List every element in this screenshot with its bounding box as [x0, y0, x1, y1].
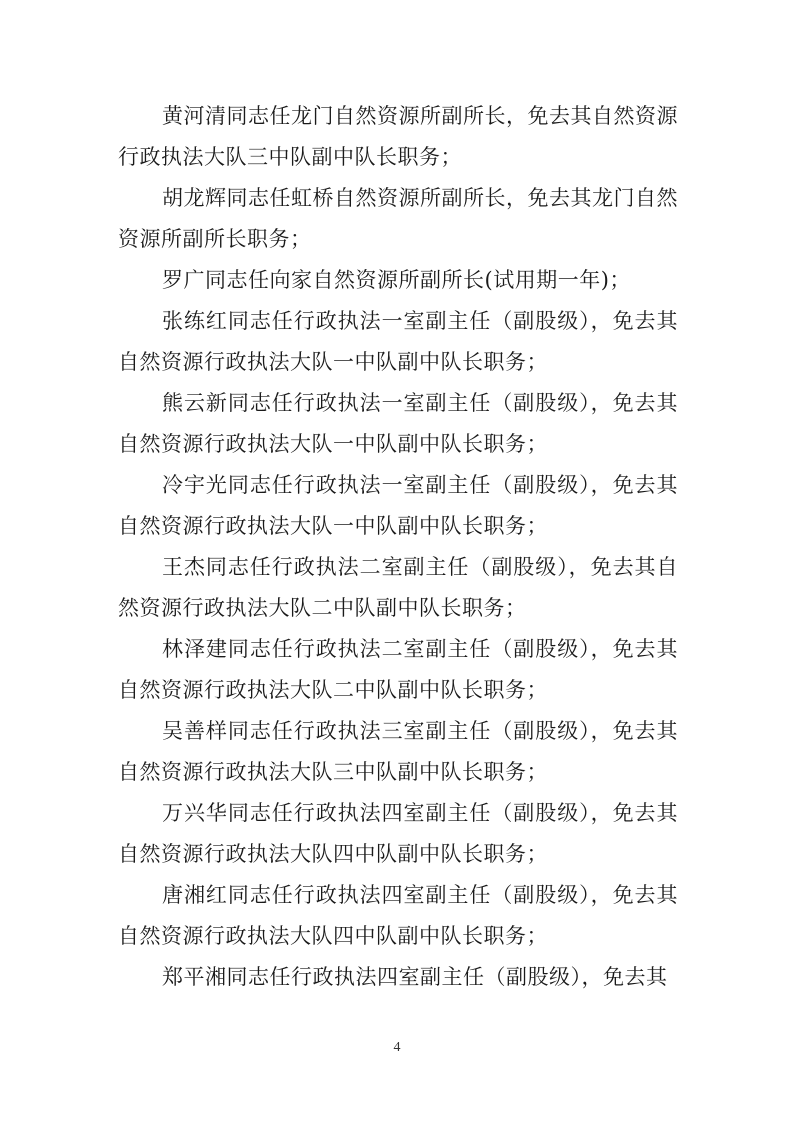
appointment-paragraph-12: 郑平湘同志任行政执法四室副主任（副股级），免去其 — [162, 965, 668, 989]
appointment-paragraph-5: 熊云新同志任行政执法一室副主任（副股级），免去其自然资源行政执法大队一中队副中队长职务； — [118, 391, 678, 456]
appointment-paragraph-1: 黄河清同志任龙门自然资源所副所长，免去其自然资源行政执法大队三中队副中队长职务； — [118, 104, 678, 169]
appointment-paragraph-8: 林泽建同志任行政执法二室副主任（副股级），免去其自然资源行政执法大队二中队副中队长职务； — [118, 637, 678, 702]
appointment-paragraph-2: 胡龙辉同志任虹桥自然资源所副所长，免去其龙门自然资源所副所长职务； — [118, 186, 678, 251]
appointment-paragraph-7: 王杰同志任行政执法二室副主任（副股级），免去其自然资源行政执法大队二中队副中队长职务； — [118, 555, 678, 620]
appointment-paragraph-11: 唐湘红同志任行政执法四室副主任（副股级），免去其自然资源行政执法大队四中队副中队长职务； — [118, 883, 678, 948]
page-number: 4 — [393, 1040, 401, 1055]
appointment-paragraph-10: 万兴华同志任行政执法四室副主任（副股级），免去其自然资源行政执法大队四中队副中队长职务； — [118, 801, 678, 866]
appointment-paragraph-6: 冷宇光同志任行政执法一室副主任（副股级），免去其自然资源行政执法大队一中队副中队长职务； — [118, 473, 678, 538]
appointment-paragraph-4: 张练红同志任行政执法一室副主任（副股级），免去其自然资源行政执法大队一中队副中队长职务； — [118, 309, 678, 374]
document-body — [118, 96, 678, 998]
appointment-paragraph-3: 罗广同志任向家自然资源所副所长(试用期一年)； — [162, 268, 631, 292]
appointment-paragraph-9: 吴善样同志任行政执法三室副主任（副股级），免去其自然资源行政执法大队三中队副中队长职务； — [118, 719, 678, 784]
